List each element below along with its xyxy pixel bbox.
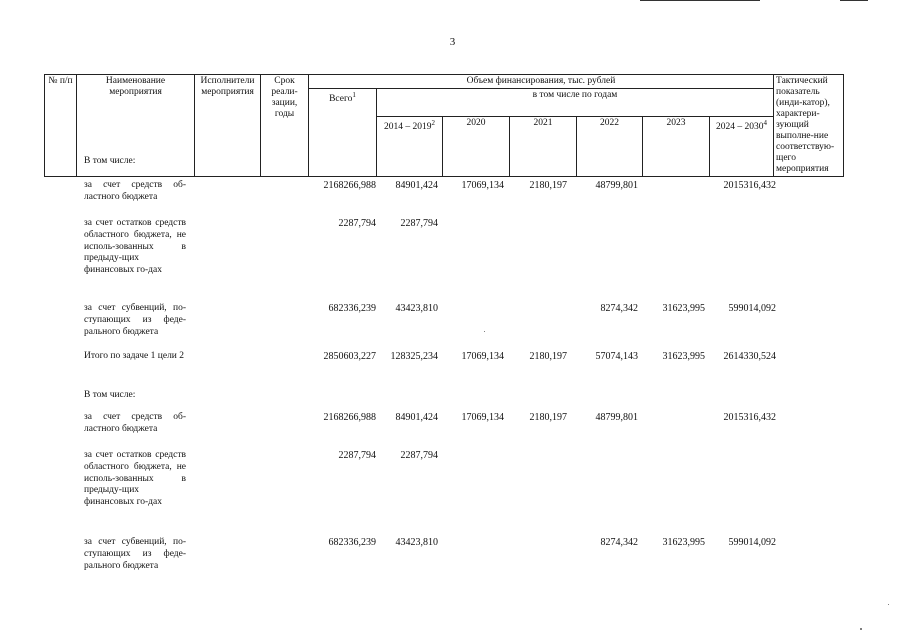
row-name: за счет субвенций, по-ступающих из феде-рального бюджета <box>84 303 186 337</box>
cell-total: 682336,239 <box>328 303 376 314</box>
cell-2014-2019: 2287,794 <box>400 450 438 461</box>
cell-2014-2019: 84901,424 <box>395 180 438 191</box>
cell-2020: 17069,134 <box>461 351 504 362</box>
cell-2014-2019: 84901,424 <box>395 412 438 423</box>
header-term: Срок реали-зации, годы <box>261 75 309 177</box>
cell-total: 2287,794 <box>338 450 376 461</box>
header-executors: Исполнители мероприятия <box>195 75 261 177</box>
cell-2022: 8274,342 <box>600 537 638 548</box>
cell-2024-2030: 2015316,432 <box>723 412 776 423</box>
row-name: за счет средств об-ластного бюджета <box>84 180 186 202</box>
scan-speck <box>484 331 485 332</box>
header-year-2020: 2020 <box>443 117 510 177</box>
header-number: № п/п <box>45 75 77 177</box>
cell-total: 682336,239 <box>328 537 376 548</box>
row-name: за счет субвенций, по-ступающих из феде-рального бюджета <box>84 537 186 571</box>
cell-2022: 48799,801 <box>595 412 638 423</box>
cell-2024-2030: 2614330,524 <box>723 351 776 362</box>
cell-2022: 57074,143 <box>595 351 638 362</box>
cell-total: 2168266,988 <box>323 180 376 191</box>
cell-2023: 31623,995 <box>662 303 705 314</box>
row-name: Итого по задаче 1 цели 2 <box>84 351 185 361</box>
cell-2014-2019: 43423,810 <box>395 537 438 548</box>
page-number: 3 <box>449 36 456 48</box>
scan-speck <box>888 604 889 605</box>
cell-2022: 48799,801 <box>595 180 638 191</box>
cell-2014-2019: 128325,234 <box>390 351 438 362</box>
header-financing: Объем финансирования, тыс. рублей <box>309 75 774 89</box>
row-name: за счет остатков средств областного бюджета, не исполь-зованных в предыду-щих финансовых го-дах <box>84 450 186 508</box>
header-indicator: Тактический показатель (инди-катор), характери-зующий выполне-ние соответствую-щего мероприятия <box>774 75 844 177</box>
row-name: В том числе: <box>84 390 136 400</box>
header-name: Наименование мероприятия <box>77 75 195 177</box>
row-name: В том числе: <box>84 156 136 166</box>
cell-2024-2030: 2015316,432 <box>723 180 776 191</box>
header-year-2014-2019: 2014 – 2019$^2$ <box>377 117 443 177</box>
cell-2020: 17069,134 <box>461 412 504 423</box>
scan-speck <box>860 628 862 630</box>
header-total: Всего$^1$ <box>309 89 377 177</box>
row-name: за счет средств об-ластного бюджета <box>84 412 186 434</box>
cell-2024-2030: 599014,092 <box>728 303 776 314</box>
cell-total: 2168266,988 <box>323 412 376 423</box>
cell-2022: 8274,342 <box>600 303 638 314</box>
cell-total: 2287,794 <box>338 218 376 229</box>
cell-total: 2850603,227 <box>323 351 376 362</box>
cell-2021: 2180,197 <box>529 351 567 362</box>
cell-2024-2030: 599014,092 <box>728 537 776 548</box>
header-year-2023: 2023 <box>643 117 710 177</box>
cell-2020: 17069,134 <box>461 180 504 191</box>
header-including: в том числе по годам <box>377 89 774 117</box>
cell-2023: 31623,995 <box>662 537 705 548</box>
row-name: за счет остатков средств областного бюджета, не исполь-зованных в предыду-щих финансовых го-дах <box>84 218 186 276</box>
cell-2014-2019: 2287,794 <box>400 218 438 229</box>
cell-2021: 2180,197 <box>529 412 567 423</box>
header-year-2021: 2021 <box>510 117 577 177</box>
cell-2021: 2180,197 <box>529 180 567 191</box>
header-year-2024-2030: 2024 – 2030$^4$ <box>710 117 774 177</box>
cell-2023: 31623,995 <box>662 351 705 362</box>
header-year-2022: 2022 <box>577 117 643 177</box>
cell-2014-2019: 43423,810 <box>395 303 438 314</box>
